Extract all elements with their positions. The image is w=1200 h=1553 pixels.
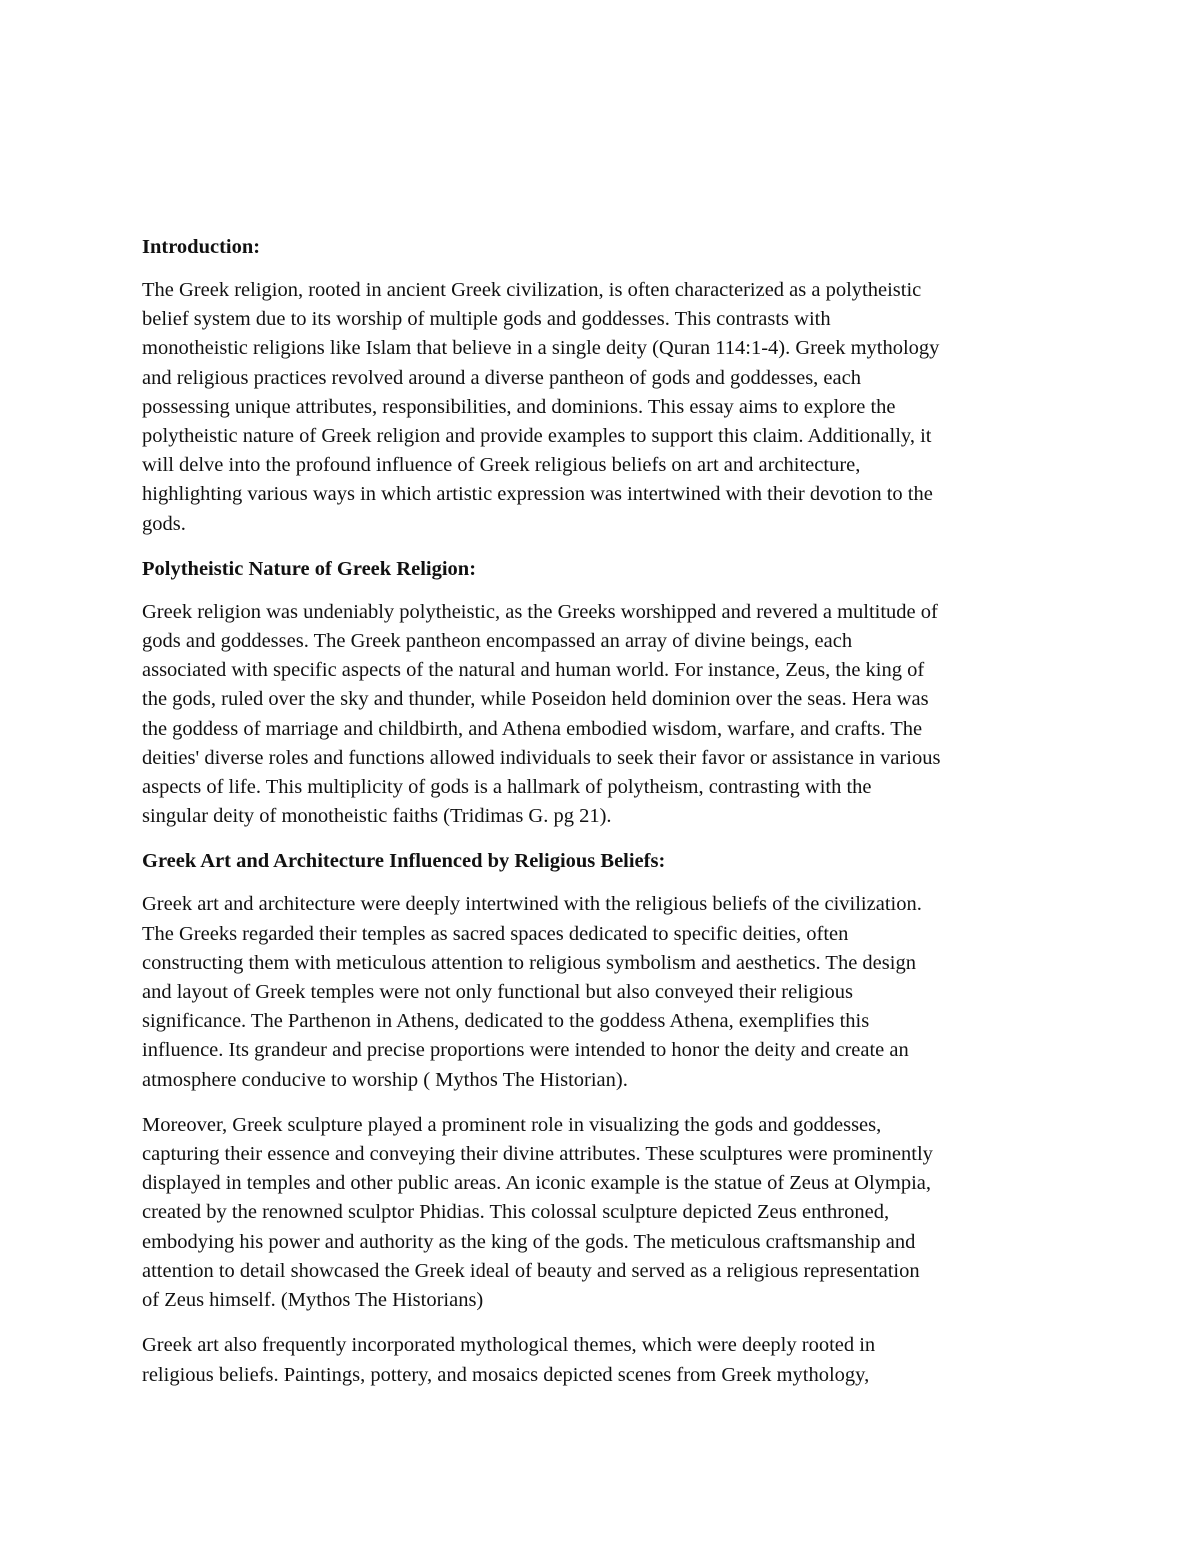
text-line: the gods, ruled over the sky and thunder, while Poseidon held dominion over the seas. Hera was [142, 688, 929, 711]
text-line: Greek art also frequently incorporated mythological themes, which were deeply rooted in [142, 1334, 876, 1357]
paragraph [142, 1331, 1062, 1389]
text-line: deities' diverse roles and functions allowed individuals to seek their favor or assistance in various [142, 746, 941, 769]
text-line: polytheistic nature of Greek religion and provide examples to support this claim. Additionally, it [142, 425, 932, 448]
text-line: gods and goddesses. The Greek pantheon encompassed an array of divine beings, each [142, 630, 853, 653]
paragraph [142, 890, 1062, 1094]
paragraph [142, 276, 1062, 539]
section-heading: Polytheistic Nature of Greek Religion: [142, 557, 477, 580]
text-line: belief system due to its worship of multiple gods and goddesses. This contrasts with [142, 308, 831, 331]
text-line: influence. Its grandeur and precise proportions were intended to honor the deity and create an [142, 1039, 909, 1062]
text-line: The Greek religion, rooted in ancient Greek civilization, is often characterized as a polytheistic [142, 279, 922, 301]
section-heading: Greek Art and Architecture Influenced by Religious Beliefs: [142, 850, 666, 873]
text-line: will delve into the profound influence of Greek religious beliefs on art and architecture, [142, 454, 861, 477]
text-line: embodying his power and authority as the king of the gods. The meticulous craftsmanship and [142, 1230, 916, 1253]
document-body [142, 233, 1062, 1406]
text-line: the goddess of marriage and childbirth, and Athena embodied wisdom, warfare, and crafts. The [142, 717, 923, 740]
text-line: singular deity of monotheistic faiths (Tridimas G. pg 21). [142, 805, 612, 828]
text-line: capturing their essence and conveying their divine attributes. These sculptures were prominently [142, 1143, 933, 1166]
text-line: The Greeks regarded their temples as sacred spaces dedicated to specific deities, often [142, 922, 849, 945]
text-line: highlighting various ways in which artistic expression was intertwined with their devotion to the [142, 483, 933, 506]
paragraph [142, 1111, 1062, 1315]
text-line: gods. [142, 512, 186, 535]
text-line: aspects of life. This multiplicity of gods is a hallmark of polytheism, contrasting with the [142, 776, 872, 799]
text-line: and religious practices revolved around a diverse pantheon of gods and goddesses, each [142, 366, 861, 389]
text-line: significance. The Parthenon in Athens, dedicated to the goddess Athena, exemplifies this [142, 1010, 870, 1033]
text-line: Greek religion was undeniably polytheistic, as the Greeks worshipped and revered a multitude of [142, 600, 938, 623]
paragraph [142, 598, 1062, 832]
text-line: Moreover, Greek sculpture played a prominent role in visualizing the gods and goddesses, [142, 1113, 882, 1136]
text-line: religious beliefs. Paintings, pottery, and mosaics depicted scenes from Greek mythology, [142, 1363, 870, 1386]
text-line: and layout of Greek temples were not only functional but also conveyed their religious [142, 981, 854, 1004]
section-art-architecture [142, 847, 1062, 1389]
text-line: of Zeus himself. (Mythos The Historians) [142, 1289, 484, 1312]
text-line: Greek art and architecture were deeply intertwined with the religious beliefs of the civilization. [142, 893, 922, 916]
section-heading: Introduction: [142, 236, 261, 258]
text-line: attention to detail showcased the Greek ideal of beauty and served as a religious representation [142, 1259, 920, 1282]
text-line: possessing unique attributes, responsibilities, and dominions. This essay aims to explore the [142, 395, 896, 418]
text-line: constructing them with meticulous attention to religious symbolism and aesthetics. The design [142, 951, 916, 974]
text-line: displayed in temples and other public areas. An iconic example is the statue of Zeus at Olympia, [142, 1172, 932, 1195]
text-line: associated with specific aspects of the natural and human world. For instance, Zeus, the king of [142, 659, 925, 682]
section-polytheistic-nature [142, 555, 1062, 832]
text-line: atmosphere conducive to worship ( Mythos The Historian). [142, 1068, 628, 1091]
text-line: monotheistic religions like Islam that believe in a single deity (Quran 114:1-4). Greek mythology [142, 337, 940, 360]
text-line: created by the renowned sculptor Phidias. This colossal sculpture depicted Zeus enthroned, [142, 1201, 890, 1224]
section-introduction [142, 233, 1062, 539]
